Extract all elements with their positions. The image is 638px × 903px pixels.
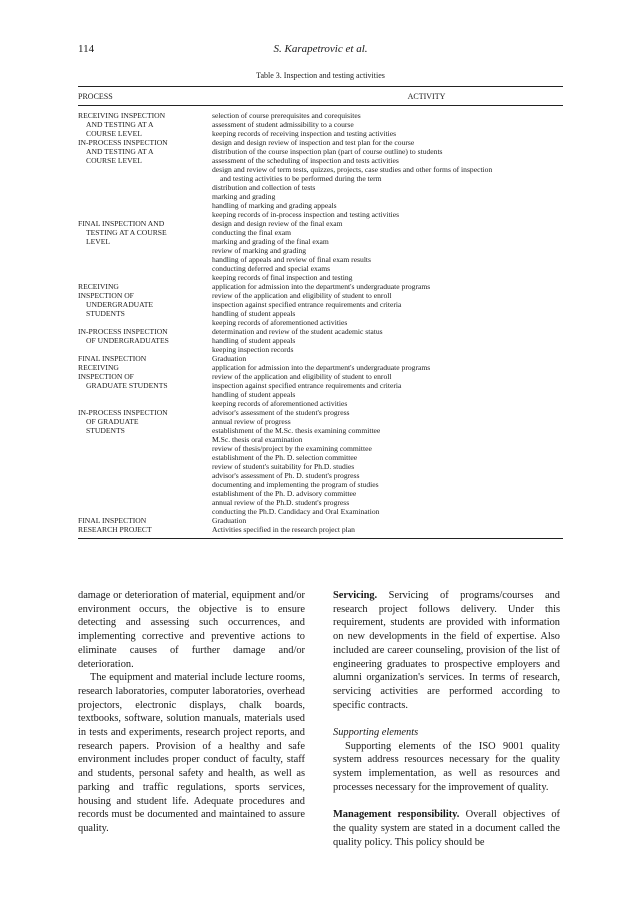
table-row [78, 111, 563, 120]
supporting-elements-heading: Supporting elements [333, 727, 419, 739]
activity-cell: handling of student appeals [212, 336, 296, 345]
table-row [78, 228, 563, 237]
table-header-rule [78, 105, 563, 106]
activity-cell: review of marking and grading [212, 246, 307, 255]
table-caption: Table 3. Inspection and testing activities [256, 71, 385, 80]
activity-cell: advisor's assessment of the student's progress [212, 408, 350, 417]
process-cell: IN-PROCESS INSPECTION [78, 138, 168, 147]
table-row [78, 354, 563, 363]
activity-cell: handling of student appeals [212, 390, 296, 399]
process-cell: FINAL INSPECTION AND [78, 219, 165, 228]
activity-cell: Graduation [212, 354, 247, 363]
activity-cell: inspection against specified entrance requirements and criteria [212, 300, 402, 309]
table-row [78, 516, 563, 525]
table-row [78, 336, 563, 345]
table-row [78, 309, 563, 318]
table-row [78, 147, 563, 156]
activity-cell: conducting deferred and special exams [212, 264, 331, 273]
column-header-process: PROCESS [78, 92, 113, 101]
activity-cell: review of the application and eligibility of student to enroll [212, 372, 392, 381]
table-row [78, 219, 563, 228]
activity-cell: marking and grading [212, 192, 276, 201]
process-cell: OF GRADUATE [86, 417, 139, 426]
page-number: 114 [78, 43, 95, 55]
table-row [78, 417, 563, 426]
activity-cell: inspection against specified entrance requirements and criteria [212, 381, 402, 390]
table-row [78, 525, 563, 534]
activity-cell: distribution of the course inspection plan (part of course outline) to students [212, 147, 443, 156]
activity-cell: keeping records of in-process inspection and testing activities [212, 210, 400, 219]
table-top-rule [78, 86, 563, 87]
activity-cell: keeping records of final inspection and testing [212, 273, 353, 282]
table-row [78, 507, 563, 516]
table-row [78, 201, 563, 210]
table-row [78, 282, 563, 291]
table-header-row [78, 92, 563, 102]
right-text-column [333, 589, 560, 849]
management-paragraph [333, 808, 560, 849]
servicing-heading: Servicing. [333, 590, 378, 601]
activity-cell: keeping records of receiving inspection and testing activities [212, 129, 397, 138]
table-row [78, 273, 563, 282]
servicing-text: Servicing of programs/courses and research project follows delivery. Under this requirement, students are provided with information on new developments in the field of expertise. Also included are career counseling, provision of the list of engineering graduates to prospective employers and alumni organization's services. In terms of research, servicing activities are performed according to specific contracts. [333, 590, 560, 711]
activity-cell: review of thesis/project by the examining committee [212, 444, 372, 453]
activity-cell: Graduation [212, 516, 247, 525]
activity-cell: keeping records of aforementioned activities [212, 399, 348, 408]
process-cell: LEVEL [86, 237, 111, 246]
table-row [78, 426, 563, 435]
process-cell: UNDERGRADUATE [86, 300, 154, 309]
process-cell: COURSE LEVEL [86, 156, 142, 165]
management-heading: Management responsibility. [333, 809, 460, 821]
process-cell: IN-PROCESS INSPECTION [78, 408, 168, 417]
activity-cell: conducting the final exam [212, 228, 292, 237]
table-row [78, 138, 563, 147]
table-row [78, 381, 563, 390]
activity-cell: design and review of term tests, quizzes, projects, case studies and other forms of inspection [212, 165, 493, 174]
activity-cell: assessment of the scheduling of inspection and tests activities [212, 156, 399, 165]
activity-cell: review of student's suitability for Ph.D. studies [212, 462, 355, 471]
activity-cell: review of the application and eligibility of student to enroll [212, 291, 392, 300]
table-row [78, 192, 563, 201]
process-cell: RESEARCH PROJECT [78, 525, 152, 534]
activity-cell: annual review of the Ph.D. student's progress [212, 498, 350, 507]
table-row [78, 471, 563, 480]
process-cell: INSPECTION OF [78, 291, 134, 300]
activity-cell: keeping inspection records [212, 345, 294, 354]
table-row [78, 390, 563, 399]
table-row [78, 255, 563, 264]
running-header [78, 43, 563, 57]
activity-cell: assessment of student admissibility to a course [212, 120, 354, 129]
body-paragraph: damage or deterioration of material, equipment and/or environment occurs, the objective is to ensure detecting and assessing such occurrences, and implementing corrective and preventive actions to eliminate causes of further damage and/or deterioration. [78, 590, 305, 670]
left-text-column [78, 589, 305, 836]
process-cell: OF UNDERGRADUATES [86, 336, 169, 345]
process-cell: COURSE LEVEL [86, 129, 142, 138]
activity-cell: selection of course prerequisites and corequisites [212, 111, 361, 120]
table-row [78, 174, 563, 183]
activity-cell: annual review of progress [212, 417, 291, 426]
running-title: S. Karapetrovic et al. [273, 43, 368, 55]
table-row [78, 210, 563, 219]
activity-cell: advisor's assessment of Ph. D. student's progress [212, 471, 360, 480]
table-row [78, 246, 563, 255]
table-row [78, 372, 563, 381]
table-row [78, 291, 563, 300]
activity-cell: determination and review of the student academic status [212, 327, 383, 336]
table-row [78, 489, 563, 498]
table-row [78, 462, 563, 471]
process-cell: FINAL INSPECTION [78, 516, 147, 525]
table-row [78, 408, 563, 417]
activity-cell: keeping records of aforementioned activities [212, 318, 348, 327]
activity-cell: application for admission into the department's undergraduate programs [212, 282, 431, 291]
table-row [78, 156, 563, 165]
process-cell: GRADUATE STUDENTS [86, 381, 168, 390]
table-row [78, 165, 563, 174]
activity-cell: handling of appeals and review of final exam results [212, 255, 371, 264]
activity-cell: design and design review of inspection and test plan for the course [212, 138, 415, 147]
process-cell: RECEIVING INSPECTION [78, 111, 166, 120]
activity-cell: establishment of the M.Sc. thesis examining committee [212, 426, 381, 435]
activity-cell: marking and grading of the final exam [212, 237, 329, 246]
activity-cell: design and design review of the final exam [212, 219, 343, 228]
table-bottom-rule [78, 538, 563, 539]
table-row [78, 480, 563, 489]
table-row [78, 453, 563, 462]
table-row [78, 120, 563, 129]
table-row [78, 318, 563, 327]
activity-cell: application for admission into the department's undergraduate programs [212, 363, 431, 372]
table-row [78, 327, 563, 336]
supporting-elements-paragraph: Supporting elements of the ISO 9001 quality system address resources necessary for the quality system implementation, as well as resources and processes necessary for the improvement of quality. [333, 740, 560, 793]
table-row [78, 435, 563, 444]
column-header-activity: ACTIVITY [407, 92, 446, 101]
table-row [78, 264, 563, 273]
body-paragraph: The equipment and material include lecture rooms, research laboratories, computer laboratories, overhead projectors, electronic displays, chalk boards, textbooks, software, solution manuals, materials used in tests and experiments, research project reports, and research papers. Provision of a healthy and safe environment includes proper conduct of faculty, staff and students, personal safety and health, as well as parking and traffic regulations, sports services, housing and student life. Adequate procedures and records must be documented and maintained to assure quality. [78, 672, 305, 834]
process-cell: AND TESTING AT A [86, 147, 154, 156]
activity-cell: Activities specified in the research project plan [212, 525, 355, 534]
table-row [78, 345, 563, 354]
activity-cell: conducting the Ph.D. Candidacy and Oral Examination [212, 507, 380, 516]
process-cell: RECEIVING [78, 363, 119, 372]
inspection-table [78, 111, 563, 534]
table-row [78, 237, 563, 246]
process-cell: IN-PROCESS INSPECTION [78, 327, 168, 336]
activity-cell: establishment of the Ph. D. selection committee [212, 453, 358, 462]
table-row [78, 129, 563, 138]
process-cell: RECEIVING [78, 282, 119, 291]
activity-cell: establishment of the Ph. D. advisory committee [212, 489, 357, 498]
process-cell: STUDENTS [86, 426, 125, 435]
activity-cell: and testing activities to be performed during the term [220, 174, 382, 183]
table-row [78, 300, 563, 309]
management-text: Overall objectives of the quality system are stated in a document called the quality policy. This policy should be [333, 809, 560, 848]
activity-cell: handling of marking and grading appeals [212, 201, 337, 210]
activity-cell: distribution and collection of tests [212, 183, 316, 192]
process-cell: STUDENTS [86, 309, 125, 318]
table-row [78, 399, 563, 408]
activity-cell: handling of student appeals [212, 309, 296, 318]
process-cell: FINAL INSPECTION [78, 354, 147, 363]
process-cell: TESTING AT A COURSE [86, 228, 167, 237]
process-cell: AND TESTING AT A [86, 120, 154, 129]
table-row [78, 183, 563, 192]
activity-cell: M.Sc. thesis oral examination [212, 435, 303, 444]
servicing-paragraph [333, 589, 560, 712]
table-row [78, 363, 563, 372]
table-row [78, 444, 563, 453]
process-cell: INSPECTION OF [78, 372, 134, 381]
activity-cell: documenting and implementing the program of studies [212, 480, 379, 489]
table-row [78, 498, 563, 507]
